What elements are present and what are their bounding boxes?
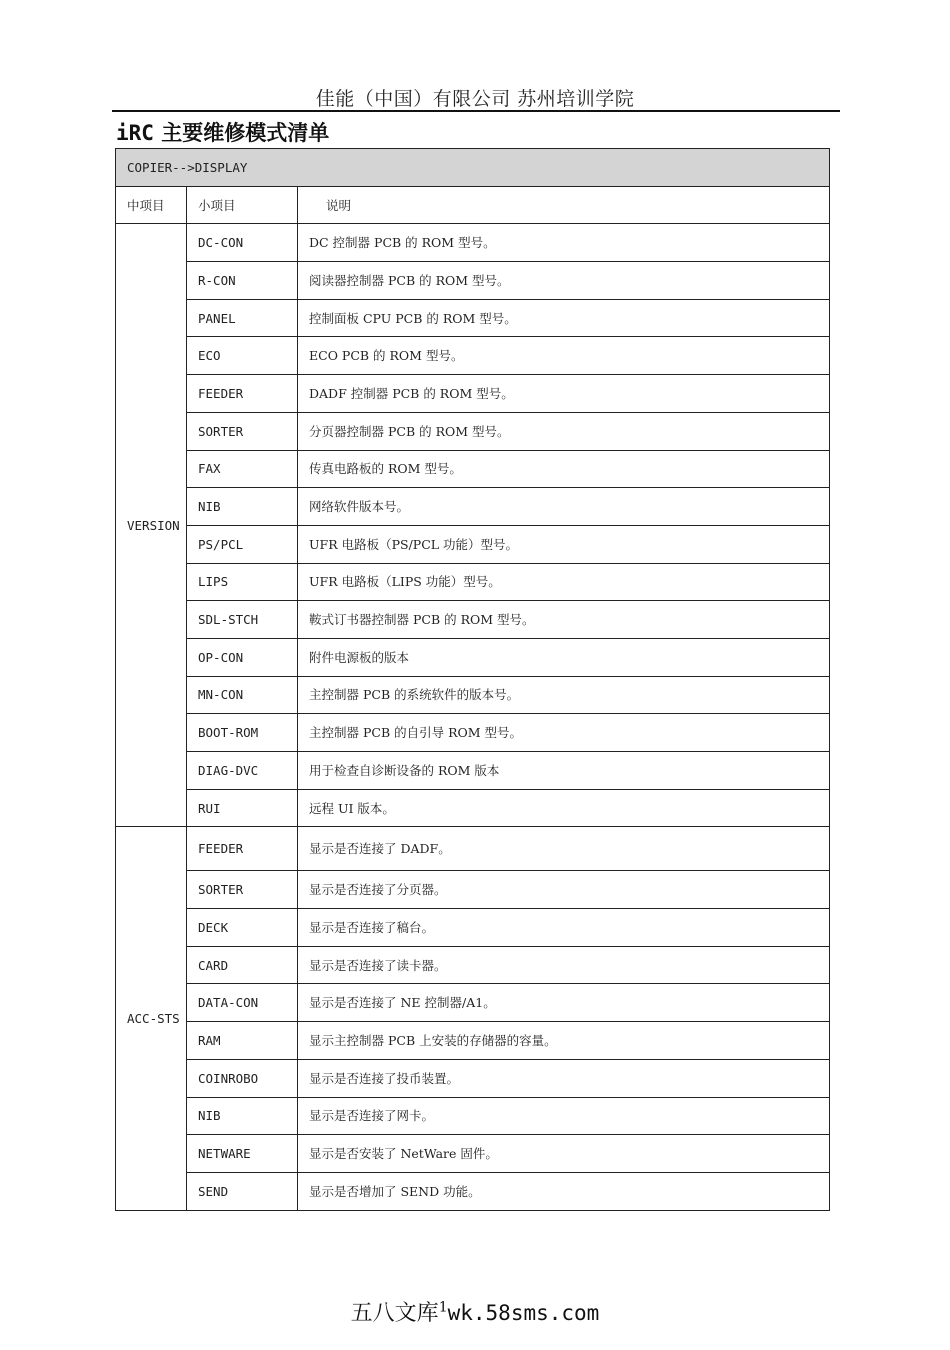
sub-item: SORTER	[187, 871, 298, 909]
column-header-row	[116, 186, 830, 224]
table-row	[116, 946, 830, 984]
table-row	[116, 299, 830, 337]
item-description: 显示是否连接了稿台。	[298, 909, 830, 947]
item-description: 分页器控制器 PCB 的 ROM 型号。	[298, 412, 830, 450]
sub-item: PANEL	[187, 299, 298, 337]
sub-item: R-CON	[187, 262, 298, 300]
table-row	[116, 638, 830, 676]
table-row	[116, 752, 830, 790]
table-row	[116, 224, 830, 262]
title-latin: iRC	[116, 121, 154, 145]
sub-item: SDL-STCH	[187, 601, 298, 639]
item-description: DADF 控制器 PCB 的 ROM 型号。	[298, 375, 830, 413]
footer-site: wk.58sms.com	[447, 1301, 600, 1325]
sub-item: SEND	[187, 1172, 298, 1210]
sub-item: CARD	[187, 946, 298, 984]
sub-item: DC-CON	[187, 224, 298, 262]
table-row	[116, 375, 830, 413]
column-header-description: 说明	[298, 186, 830, 224]
sub-item: FEEDER	[187, 827, 298, 871]
item-description: ECO PCB 的 ROM 型号。	[298, 337, 830, 375]
item-description: 显示是否连接了读卡器。	[298, 946, 830, 984]
table-row	[116, 909, 830, 947]
item-description: DC 控制器 PCB 的 ROM 型号。	[298, 224, 830, 262]
table-row	[116, 871, 830, 909]
item-description: 鞍式订书器控制器 PCB 的 ROM 型号。	[298, 601, 830, 639]
item-description: UFR 电路板（LIPS 功能）型号。	[298, 563, 830, 601]
column-header-middle-item: 中项目	[116, 186, 187, 224]
sub-item: NIB	[187, 488, 298, 526]
table-row	[116, 676, 830, 714]
table-row	[116, 1135, 830, 1173]
item-description: 阅读器控制器 PCB 的 ROM 型号。	[298, 262, 830, 300]
table-row	[116, 1059, 830, 1097]
maintenance-mode-table	[115, 148, 830, 1211]
table-row	[116, 1172, 830, 1210]
item-description: 主控制器 PCB 的系统软件的版本号。	[298, 676, 830, 714]
group-name: VERSION	[116, 224, 187, 827]
sub-item: RAM	[187, 1022, 298, 1060]
sub-item: OP-CON	[187, 638, 298, 676]
sub-item: RUI	[187, 789, 298, 827]
sub-item: NETWARE	[187, 1135, 298, 1173]
item-description: 显示主控制器 PCB 上安装的存储器的容量。	[298, 1022, 830, 1060]
table-row	[116, 450, 830, 488]
table-row	[116, 984, 830, 1022]
column-header-sub-item: 小项目	[187, 186, 298, 224]
page-footer	[0, 1296, 950, 1327]
item-description: 附件电源板的版本	[298, 638, 830, 676]
title-text: 主要维修模式清单	[153, 120, 330, 145]
item-description: 显示是否连接了分页器。	[298, 871, 830, 909]
sub-item: COINROBO	[187, 1059, 298, 1097]
sub-item: FEEDER	[187, 375, 298, 413]
item-description: 显示是否增加了 SEND 功能。	[298, 1172, 830, 1210]
header-divider	[112, 110, 840, 112]
item-description: 显示是否安装了 NetWare 固件。	[298, 1135, 830, 1173]
table-row	[116, 262, 830, 300]
table-row	[116, 601, 830, 639]
table-row	[116, 714, 830, 752]
sub-item: ECO	[187, 337, 298, 375]
table-row	[116, 488, 830, 526]
sub-item: LIPS	[187, 563, 298, 601]
sub-item: PS/PCL	[187, 525, 298, 563]
sub-item: DATA-CON	[187, 984, 298, 1022]
item-description: 网络软件版本号。	[298, 488, 830, 526]
page-header: 佳能（中国）有限公司 苏州培训学院	[315, 88, 635, 110]
item-description: 显示是否连接了投币装置。	[298, 1059, 830, 1097]
item-description: 显示是否连接了 NE 控制器/A1。	[298, 984, 830, 1022]
table-row	[116, 563, 830, 601]
document-title	[116, 117, 329, 147]
table-row	[116, 337, 830, 375]
item-description: 远程 UI 版本。	[298, 789, 830, 827]
item-description: 显示是否连接了 DADF。	[298, 827, 830, 871]
section-header-row	[116, 149, 830, 187]
item-description: 主控制器 PCB 的自引导 ROM 型号。	[298, 714, 830, 752]
section-header: COPIER-->DISPLAY	[116, 149, 830, 187]
item-description: 用于检查自诊断设备的 ROM 版本	[298, 752, 830, 790]
sub-item: MN-CON	[187, 676, 298, 714]
item-description: 传真电路板的 ROM 型号。	[298, 450, 830, 488]
table-row	[116, 1022, 830, 1060]
sub-item: DIAG-DVC	[187, 752, 298, 790]
item-description: 控制面板 CPU PCB 的 ROM 型号。	[298, 299, 830, 337]
item-description: 显示是否连接了网卡。	[298, 1097, 830, 1135]
sub-item: DECK	[187, 909, 298, 947]
sub-item: NIB	[187, 1097, 298, 1135]
page-number: 1	[438, 1299, 448, 1316]
sub-item: SORTER	[187, 412, 298, 450]
item-description: UFR 电路板（PS/PCL 功能）型号。	[298, 525, 830, 563]
table-row	[116, 789, 830, 827]
sub-item: FAX	[187, 450, 298, 488]
table-row	[116, 1097, 830, 1135]
table-row	[116, 525, 830, 563]
group-name: ACC-STS	[116, 827, 187, 1210]
table-row	[116, 412, 830, 450]
table-row	[116, 827, 830, 871]
footer-cn: 五八文库	[350, 1301, 439, 1326]
sub-item: BOOT-ROM	[187, 714, 298, 752]
